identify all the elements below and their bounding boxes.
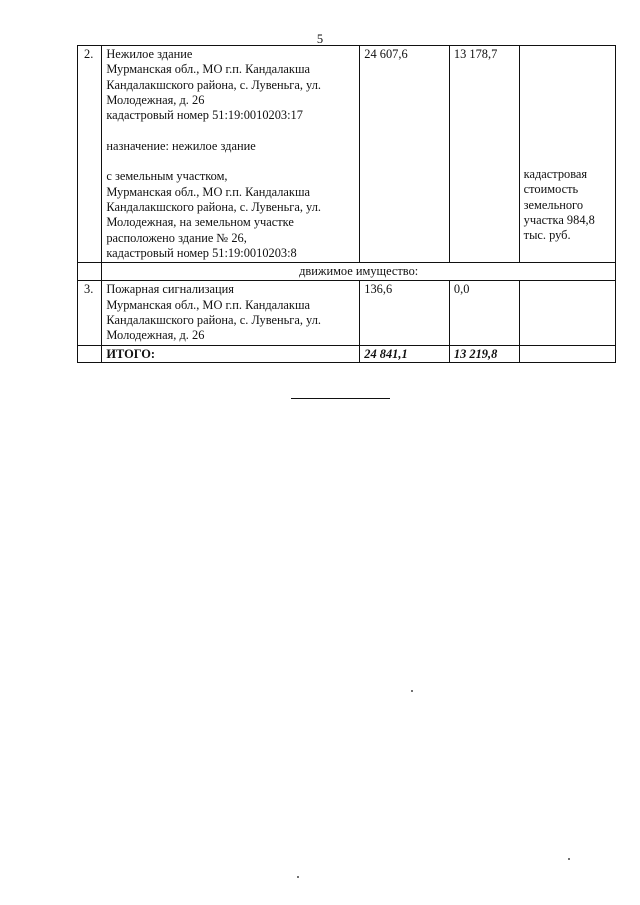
table-row (78, 46, 616, 263)
description-line: с земельным участком, (106, 169, 228, 184)
note-line: участка 984,8 (523, 212, 595, 227)
asset-table (77, 45, 616, 363)
value-cell-1: 136,6 (360, 281, 450, 345)
empty-cell (78, 263, 102, 281)
property-description (102, 46, 360, 263)
description-line: Пожарная сигнализация (106, 282, 234, 297)
value-cell-2: 0,0 (449, 281, 519, 345)
description-line: Кандалакшского района, с. Лувеньга, ул. (106, 313, 321, 328)
closing-rule (291, 398, 390, 399)
value-cell-1: 24 607,6 (360, 46, 450, 263)
total-row (78, 345, 616, 362)
description-line: Мурманская обл., МО г.п. Кандалакша (106, 62, 310, 77)
description-line: Мурманская обл., МО г.п. Кандалакша (106, 297, 310, 312)
description-line: кадастровый номер 51:19:0010203:8 (106, 245, 297, 260)
description-line: кадастровый номер 51:19:0010203:17 (106, 108, 303, 123)
total-value-1: 24 841,1 (360, 345, 450, 362)
total-label: ИТОГО: (102, 345, 360, 362)
total-value-2: 13 219,8 (449, 345, 519, 362)
section-heading-movable: движимое имущество: (102, 263, 616, 281)
description-line: Молодежная, д. 26 (106, 92, 205, 107)
scan-speck (568, 858, 570, 860)
description-line: Кандалакшского района, с. Лувеньга, ул. (106, 199, 321, 214)
row-number: 2. (78, 46, 102, 263)
note-line: кадастровая (523, 167, 588, 181)
spacer (106, 154, 355, 169)
description-line: Нежилое здание (106, 47, 193, 61)
value-cell-2: 13 178,7 (449, 46, 519, 263)
description-line: Молодежная, на земельном участке (106, 215, 294, 230)
note-line: стоимость (523, 182, 579, 197)
empty-cell (78, 345, 102, 362)
description-line: Мурманская обл., МО г.п. Кандалакша (106, 184, 310, 199)
description-line: Молодежная, д. 26 (106, 328, 205, 343)
table-row (78, 281, 616, 345)
description-line: назначение: нежилое здание (106, 138, 256, 153)
note-line: тыс. руб. (523, 228, 571, 243)
scan-speck (411, 690, 413, 692)
row-number: 3. (78, 281, 102, 345)
empty-cell (519, 281, 615, 345)
description-line: Кандалакшского района, с. Лувеньга, ул. (106, 77, 321, 92)
page-number: 5 (316, 32, 324, 46)
scan-speck (297, 876, 299, 878)
note-line: земельного (523, 197, 584, 212)
description-line: расположено здание № 26, (106, 230, 247, 245)
section-row (78, 263, 616, 281)
spacer (106, 123, 355, 138)
empty-cell (519, 345, 615, 362)
property-description (102, 281, 360, 345)
land-cadastral-note (519, 46, 615, 263)
